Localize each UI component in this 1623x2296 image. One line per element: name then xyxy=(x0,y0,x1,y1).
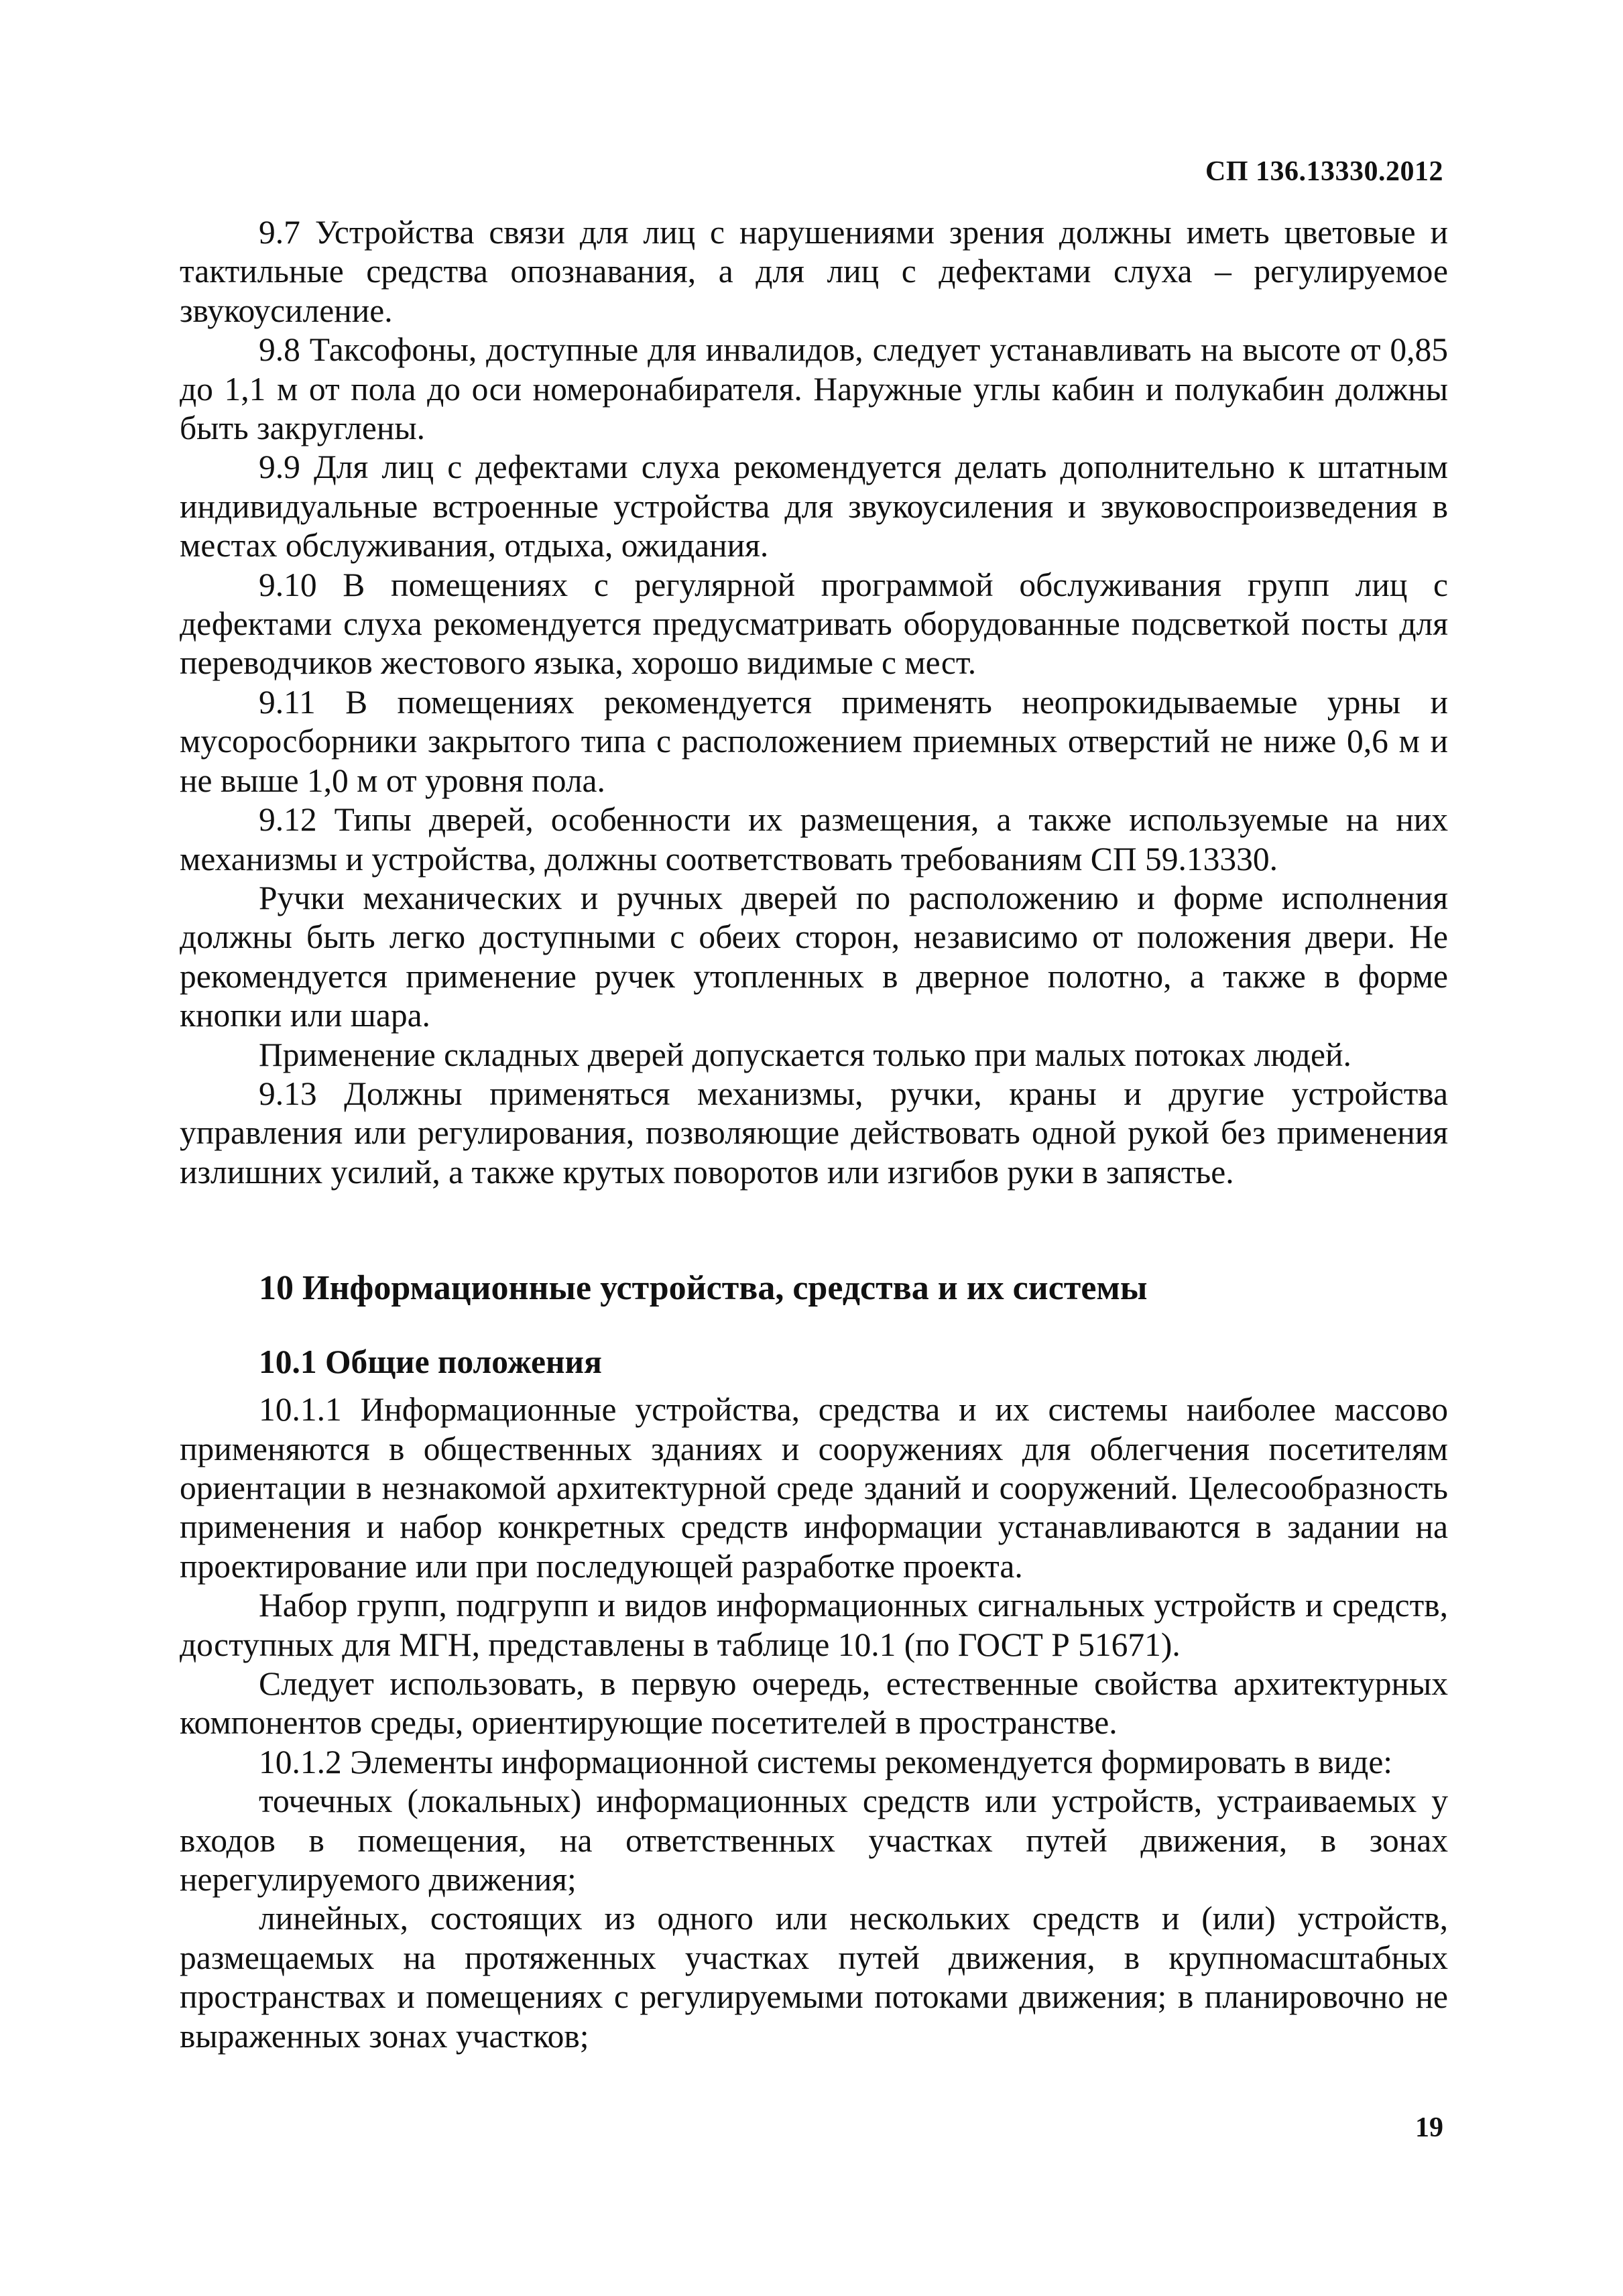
body-text xyxy=(180,213,1448,2056)
paragraph-door-handles: Ручки механических и ручных дверей по расположению и форме исполнения должны быть легко доступными с обеих сторон, независимо от положения двери. Не рекомендуется применение ручек утопленных в дверное полотно, а также в форме кнопки или шара. xyxy=(180,879,1448,1034)
paragraph-10-1-1: 10.1.1 Информационные устройства, средства и их системы наиболее массово применяются в общественных зданиях и сооружениях для облегчения посетителям ориентации в незнакомой архитектурной среде зданий и сооружений. Целесообразность применения и набор конкретных средств информации устанавливаются в задании на проектирование или при последующей разработке проекта. xyxy=(180,1391,1448,1585)
section-title: 10 Информационные устройства, средства и их системы xyxy=(259,1269,1148,1308)
paragraph-natural-properties: Следует использовать, в первую очередь, естественные свойства архитектурных компонентов среды, ориентирующие посетителей в пространстве. xyxy=(180,1665,1448,1742)
paragraph-9-9: 9.9 Для лиц с дефектами слуха рекомендуется делать дополнительно к штатным индивидуальные встроенные устройства для звукоусиления и звуковоспроизведения в местах обслуживания, отдыха, ожидания. xyxy=(180,448,1448,564)
paragraph-point-elements: точечных (локальных) информационных средств или устройств, устраиваемых у входов в помещения, на ответственных участках путей движения, в зонах нерегулируемого движения; xyxy=(180,1783,1448,1898)
paragraph-9-13: 9.13 Должны применяться механизмы, ручки, краны и другие устройства управления или регулирования, позволяющие действовать одной рукой без применения излишних усилий, а также крутых поворотов или изгибов руки в запястье. xyxy=(180,1075,1448,1191)
paragraph-9-10: 9.10 В помещениях с регулярной программой обслуживания групп лиц с дефектами слуха рекомендуется предусматривать оборудованные подсветкой посты для переводчиков жестового языка, хорошо видимые с мест. xyxy=(180,566,1448,682)
paragraph-9-7: 9.7 Устройства связи для лиц с нарушениями зрения должны иметь цветовые и тактильные средства опознавания, а для лиц с дефектами слуха – регулируемое звукоусиление. xyxy=(180,214,1448,329)
subsection-title: 10.1 Общие положения xyxy=(259,1343,602,1381)
paragraph-9-8: 9.8 Таксофоны, доступные для инвалидов, следует устанавливать на высоте от 0,85 до 1,1 м от пола до оси номеронабирателя. Наружные углы кабин и полукабин должны быть закруглены. xyxy=(180,331,1448,447)
paragraph-9-11: 9.11 В помещениях рекомендуется применять неопрокидываемые урны и мусоросборники закрытого типа с расположением приемных отверстий не ниже 0,6 м и не выше 1,0 м от уровня пола. xyxy=(180,683,1448,799)
document-code: СП 136.13330.2012 xyxy=(1205,156,1443,187)
paragraph-9-12: 9.12 Типы дверей, особенности их размещения, а также используемые на них механизмы и устройства, должны соответствовать требованиям СП 59.13330. xyxy=(180,801,1448,878)
paragraph-folding-doors: Применение складных дверей допускается только при малых потоках людей. xyxy=(259,1036,1351,1073)
paragraph-linear-elements: линейных, состоящих из одного или нескольких средств и (или) устройств, размещаемых на протяженных участках путей движения, в крупномасштабных пространствах и помещениях с регулируемыми потоками движения; в планировочно не выраженных зонах участков; xyxy=(180,1900,1448,2055)
paragraph-10-1-2: 10.1.2 Элементы информационной системы рекомендуется формировать в виде: xyxy=(259,1743,1393,1780)
page-number: 19 xyxy=(1415,2112,1443,2143)
paragraph-info-groups: Набор групп, подгрупп и видов информационных сигнальных устройств и средств, доступных для МГН, представлены в таблице 10.1 (по ГОСТ Р 51671). xyxy=(180,1587,1448,1663)
